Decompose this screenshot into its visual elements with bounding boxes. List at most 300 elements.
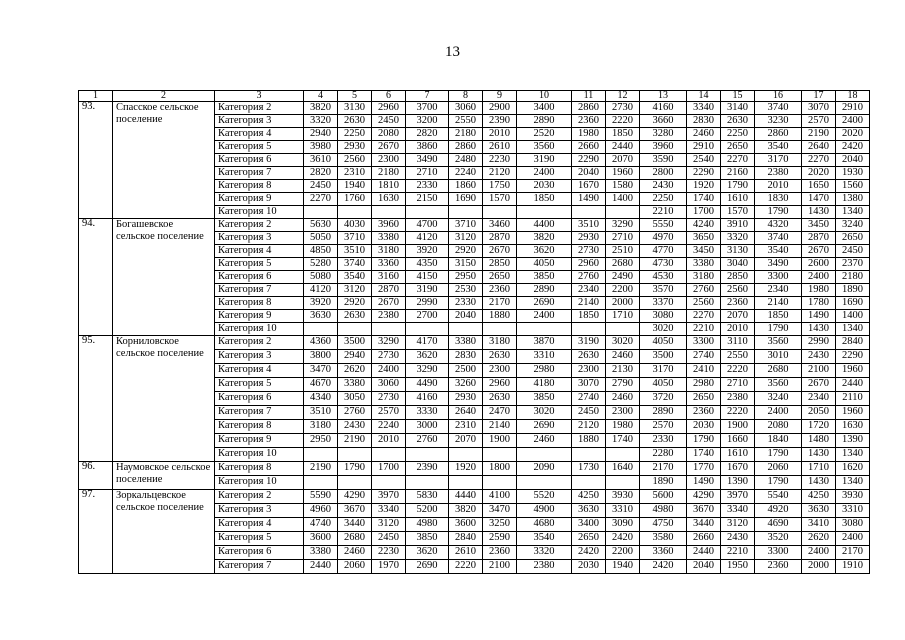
value-cell: 3500 [338, 336, 372, 350]
value-cell: 2300 [606, 406, 640, 420]
value-cell: 1720 [802, 420, 836, 434]
value-cell: 2210 [687, 323, 721, 336]
settlement-name: Зоркальцевское сельское поселение [113, 490, 215, 574]
value-cell: 4740 [304, 518, 338, 532]
value-cell: 5630 [304, 219, 338, 232]
value-cell: 3310 [836, 504, 870, 518]
value-cell [304, 448, 338, 462]
category-label: Категория 9 [215, 434, 304, 448]
value-cell: 2310 [338, 167, 372, 180]
value-cell: 4250 [802, 490, 836, 504]
value-cell [338, 476, 372, 490]
value-cell: 3630 [304, 310, 338, 323]
category-label: Категория 3 [215, 115, 304, 128]
value-cell: 1700 [372, 462, 406, 476]
column-number: 12 [606, 91, 640, 102]
value-cell: 2430 [802, 350, 836, 364]
value-cell: 2850 [721, 271, 755, 284]
value-cell: 3070 [572, 378, 606, 392]
value-cell: 2990 [802, 336, 836, 350]
value-cell: 3250 [483, 518, 517, 532]
value-cell: 4970 [640, 232, 687, 245]
value-cell: 2920 [338, 297, 372, 310]
value-cell: 2990 [406, 297, 449, 310]
value-cell: 3290 [372, 336, 406, 350]
category-label: Категория 6 [215, 546, 304, 560]
value-cell: 2890 [517, 284, 572, 297]
value-cell: 2240 [449, 167, 483, 180]
value-cell: 2020 [802, 167, 836, 180]
value-cell: 2030 [572, 560, 606, 574]
category-label: Категория 5 [215, 258, 304, 271]
value-cell: 2710 [721, 378, 755, 392]
value-cell: 2000 [802, 560, 836, 574]
value-cell: 3060 [449, 102, 483, 115]
column-number: 4 [304, 91, 338, 102]
value-cell: 3670 [687, 504, 721, 518]
value-cell: 3380 [338, 378, 372, 392]
value-cell: 2520 [517, 128, 572, 141]
settlement-number: 94. [79, 219, 113, 336]
value-cell: 2820 [304, 167, 338, 180]
value-cell [517, 476, 572, 490]
category-label: Категория 10 [215, 476, 304, 490]
value-cell: 2600 [802, 258, 836, 271]
value-cell: 2640 [802, 141, 836, 154]
value-cell: 3660 [640, 115, 687, 128]
value-cell: 2220 [449, 560, 483, 574]
value-cell: 3300 [755, 271, 802, 284]
value-cell: 2000 [606, 297, 640, 310]
value-cell: 1430 [802, 476, 836, 490]
value-cell: 2160 [721, 167, 755, 180]
category-label: Категория 4 [215, 518, 304, 532]
category-label: Категория 10 [215, 206, 304, 219]
column-number: 2 [113, 91, 215, 102]
value-cell: 2840 [836, 336, 870, 350]
settlement-number: 93. [79, 102, 113, 219]
value-cell: 2400 [836, 532, 870, 546]
value-cell: 3870 [517, 336, 572, 350]
value-cell: 2180 [836, 271, 870, 284]
value-cell: 2060 [338, 560, 372, 574]
value-cell [606, 476, 640, 490]
value-cell: 3960 [372, 219, 406, 232]
value-cell [483, 476, 517, 490]
value-cell: 3180 [687, 271, 721, 284]
page-number: 13 [445, 44, 460, 60]
column-number: 7 [406, 91, 449, 102]
value-cell: 4980 [640, 504, 687, 518]
value-cell: 2730 [606, 102, 640, 115]
value-cell: 2650 [483, 271, 517, 284]
value-cell: 2400 [517, 167, 572, 180]
settlement-name: Наумовское сельское поселение [113, 462, 215, 490]
value-cell: 3300 [687, 336, 721, 350]
value-cell [406, 448, 449, 462]
value-cell: 2400 [755, 406, 802, 420]
value-cell: 2400 [802, 271, 836, 284]
value-cell: 2440 [687, 546, 721, 560]
settlement-name: Богашевское сельское поселение [113, 219, 215, 336]
value-cell [572, 323, 606, 336]
value-cell: 3620 [517, 245, 572, 258]
value-cell: 5830 [406, 490, 449, 504]
value-cell: 2660 [687, 532, 721, 546]
value-cell: 1580 [606, 180, 640, 193]
value-cell: 2550 [449, 115, 483, 128]
category-label: Категория 4 [215, 128, 304, 141]
value-cell: 1610 [721, 448, 755, 462]
value-cell: 2250 [640, 193, 687, 206]
value-cell: 2420 [572, 546, 606, 560]
value-cell: 2100 [483, 560, 517, 574]
value-cell: 2870 [802, 232, 836, 245]
value-cell: 2490 [606, 271, 640, 284]
value-cell: 1970 [372, 560, 406, 574]
value-cell: 2440 [606, 141, 640, 154]
category-label: Категория 7 [215, 284, 304, 297]
value-cell [372, 323, 406, 336]
value-cell: 2360 [687, 406, 721, 420]
value-cell: 2870 [372, 284, 406, 297]
value-cell: 1400 [606, 193, 640, 206]
value-cell: 2650 [721, 141, 755, 154]
value-cell: 2630 [338, 115, 372, 128]
value-cell: 2270 [304, 193, 338, 206]
value-cell: 1960 [606, 167, 640, 180]
value-cell: 2640 [449, 406, 483, 420]
value-cell: 2220 [721, 364, 755, 378]
value-cell: 2120 [483, 167, 517, 180]
value-cell: 2130 [606, 364, 640, 378]
column-number: 11 [572, 91, 606, 102]
category-label: Категория 2 [215, 219, 304, 232]
value-cell: 3460 [483, 219, 517, 232]
value-cell: 2250 [338, 128, 372, 141]
value-cell: 2230 [372, 546, 406, 560]
value-cell: 4750 [640, 518, 687, 532]
value-cell: 3120 [721, 518, 755, 532]
value-cell: 3490 [406, 154, 449, 167]
value-cell: 2670 [802, 378, 836, 392]
value-cell: 1380 [836, 193, 870, 206]
value-cell: 2890 [640, 406, 687, 420]
value-cell: 2920 [449, 245, 483, 258]
value-cell: 1430 [802, 206, 836, 219]
value-cell: 3820 [304, 102, 338, 115]
value-cell: 4340 [304, 392, 338, 406]
value-cell: 3560 [755, 378, 802, 392]
value-cell: 3070 [802, 102, 836, 115]
value-cell: 3500 [640, 350, 687, 364]
value-cell: 3140 [721, 102, 755, 115]
value-cell: 2240 [372, 420, 406, 434]
value-cell [449, 323, 483, 336]
value-cell: 3970 [372, 490, 406, 504]
category-label: Категория 7 [215, 406, 304, 420]
value-cell: 1850 [572, 310, 606, 323]
value-cell: 2540 [687, 154, 721, 167]
value-cell [517, 448, 572, 462]
value-cell: 4960 [304, 504, 338, 518]
value-cell: 3240 [755, 392, 802, 406]
category-label: Категория 9 [215, 193, 304, 206]
value-cell [517, 206, 572, 219]
value-cell: 2460 [517, 434, 572, 448]
category-label: Категория 4 [215, 245, 304, 258]
value-cell: 2380 [721, 392, 755, 406]
value-cell: 1700 [687, 206, 721, 219]
value-cell: 2670 [372, 141, 406, 154]
category-label: Категория 2 [215, 336, 304, 350]
value-cell: 2090 [517, 462, 572, 476]
value-cell: 3700 [406, 102, 449, 115]
value-cell: 3190 [572, 336, 606, 350]
value-cell: 1920 [449, 462, 483, 476]
column-number: 14 [687, 91, 721, 102]
value-cell: 1610 [721, 193, 755, 206]
value-cell: 2220 [721, 406, 755, 420]
value-cell: 2010 [755, 180, 802, 193]
value-cell: 1690 [836, 297, 870, 310]
value-cell: 1660 [721, 434, 755, 448]
value-cell: 1790 [687, 434, 721, 448]
value-cell: 1790 [721, 180, 755, 193]
column-number: 5 [338, 91, 372, 102]
value-cell: 3630 [802, 504, 836, 518]
value-cell: 3440 [687, 518, 721, 532]
value-cell: 2450 [572, 406, 606, 420]
value-cell: 4730 [640, 258, 687, 271]
value-cell: 1710 [606, 310, 640, 323]
value-cell: 3190 [406, 284, 449, 297]
value-cell: 2570 [640, 420, 687, 434]
value-cell: 5080 [304, 271, 338, 284]
value-cell: 2550 [721, 350, 755, 364]
value-cell: 2820 [406, 128, 449, 141]
value-cell: 2390 [406, 462, 449, 476]
value-cell [406, 206, 449, 219]
value-cell: 2210 [721, 546, 755, 560]
value-cell: 3380 [449, 336, 483, 350]
category-label: Категория 3 [215, 504, 304, 518]
value-cell: 2070 [606, 154, 640, 167]
value-cell: 2960 [372, 102, 406, 115]
value-cell: 2890 [517, 115, 572, 128]
value-cell: 4320 [755, 219, 802, 232]
value-cell: 1640 [606, 462, 640, 476]
value-cell: 1340 [836, 206, 870, 219]
value-cell: 3120 [338, 284, 372, 297]
value-cell: 1790 [755, 206, 802, 219]
value-cell: 2030 [687, 420, 721, 434]
value-cell: 3280 [640, 128, 687, 141]
column-number: 13 [640, 91, 687, 102]
column-number: 16 [755, 91, 802, 102]
value-cell: 4160 [406, 392, 449, 406]
value-cell: 3630 [572, 504, 606, 518]
category-label: Категория 6 [215, 271, 304, 284]
value-cell: 4100 [483, 490, 517, 504]
value-cell: 5550 [640, 219, 687, 232]
category-label: Категория 10 [215, 323, 304, 336]
value-cell: 2050 [802, 406, 836, 420]
value-cell: 2670 [483, 245, 517, 258]
value-cell: 1740 [606, 434, 640, 448]
value-cell: 3230 [755, 115, 802, 128]
value-cell: 2180 [372, 167, 406, 180]
value-cell: 2610 [483, 141, 517, 154]
value-cell: 2980 [517, 364, 572, 378]
value-cell: 2740 [572, 392, 606, 406]
value-cell: 5590 [304, 490, 338, 504]
value-cell: 2360 [721, 297, 755, 310]
value-cell: 3340 [372, 504, 406, 518]
value-cell: 2330 [406, 180, 449, 193]
value-cell: 2930 [338, 141, 372, 154]
value-cell: 3510 [572, 219, 606, 232]
value-cell [483, 448, 517, 462]
value-cell: 3150 [449, 258, 483, 271]
value-cell [606, 206, 640, 219]
value-cell [483, 206, 517, 219]
value-cell: 1690 [449, 193, 483, 206]
value-cell [606, 323, 640, 336]
value-cell: 3710 [338, 232, 372, 245]
value-cell: 2170 [483, 297, 517, 310]
value-cell [572, 448, 606, 462]
value-cell: 1670 [721, 462, 755, 476]
value-cell: 3850 [406, 532, 449, 546]
value-cell: 3320 [517, 546, 572, 560]
value-cell: 2790 [606, 378, 640, 392]
value-cell: 4690 [755, 518, 802, 532]
value-cell: 1890 [640, 476, 687, 490]
category-label: Категория 3 [215, 350, 304, 364]
value-cell: 2340 [572, 284, 606, 297]
value-cell: 3520 [755, 532, 802, 546]
category-label: Категория 8 [215, 297, 304, 310]
value-cell: 3330 [406, 406, 449, 420]
value-cell [449, 448, 483, 462]
table-row [79, 336, 870, 350]
value-cell: 2530 [449, 284, 483, 297]
value-cell: 3540 [755, 141, 802, 154]
value-cell: 3290 [606, 219, 640, 232]
value-cell: 2630 [483, 350, 517, 364]
settlement-number: 96. [79, 462, 113, 490]
value-cell: 1740 [687, 193, 721, 206]
value-cell: 2270 [802, 154, 836, 167]
value-cell: 5540 [755, 490, 802, 504]
value-cell: 2140 [755, 297, 802, 310]
value-cell: 1790 [755, 323, 802, 336]
value-cell: 2190 [802, 128, 836, 141]
value-cell [304, 476, 338, 490]
value-cell: 2250 [721, 128, 755, 141]
category-label: Категория 6 [215, 154, 304, 167]
value-cell: 1790 [755, 476, 802, 490]
value-cell: 2760 [338, 406, 372, 420]
value-cell: 2560 [687, 297, 721, 310]
value-cell: 3310 [606, 504, 640, 518]
value-cell: 2830 [449, 350, 483, 364]
value-cell: 4240 [687, 219, 721, 232]
value-cell: 2450 [372, 115, 406, 128]
value-cell: 2560 [721, 284, 755, 297]
value-cell: 3240 [836, 219, 870, 232]
category-label: Категория 4 [215, 364, 304, 378]
value-cell: 3090 [606, 518, 640, 532]
value-cell: 1340 [836, 476, 870, 490]
value-cell: 1340 [836, 448, 870, 462]
value-cell: 3610 [304, 154, 338, 167]
tariff-table [78, 90, 870, 574]
value-cell: 3340 [721, 504, 755, 518]
value-cell: 3010 [755, 350, 802, 364]
column-number: 6 [372, 91, 406, 102]
value-cell: 1570 [483, 193, 517, 206]
value-cell: 1400 [836, 310, 870, 323]
category-label: Категория 8 [215, 420, 304, 434]
category-label: Категория 10 [215, 448, 304, 462]
value-cell: 2980 [687, 378, 721, 392]
value-cell: 4900 [517, 504, 572, 518]
table-row [79, 102, 870, 115]
value-cell: 1790 [338, 462, 372, 476]
table-row [79, 219, 870, 232]
value-cell: 2400 [802, 546, 836, 560]
value-cell: 1630 [372, 193, 406, 206]
value-cell: 1860 [449, 180, 483, 193]
value-cell: 3060 [372, 378, 406, 392]
value-cell: 3540 [517, 532, 572, 546]
value-cell: 2360 [572, 115, 606, 128]
value-cell [304, 323, 338, 336]
value-cell: 2360 [755, 560, 802, 574]
value-cell: 4770 [640, 245, 687, 258]
value-cell: 2010 [721, 323, 755, 336]
value-cell: 2400 [517, 310, 572, 323]
value-cell: 1670 [572, 180, 606, 193]
value-cell: 3180 [304, 420, 338, 434]
value-cell: 2670 [802, 245, 836, 258]
value-cell: 3440 [338, 518, 372, 532]
value-cell: 3920 [304, 297, 338, 310]
value-cell: 2400 [836, 115, 870, 128]
value-cell: 1390 [721, 476, 755, 490]
value-cell: 2760 [572, 271, 606, 284]
value-cell: 2290 [687, 167, 721, 180]
value-cell: 1710 [802, 462, 836, 476]
value-cell: 2610 [449, 546, 483, 560]
value-cell: 2380 [372, 310, 406, 323]
value-cell: 2190 [304, 462, 338, 476]
value-cell: 3400 [517, 102, 572, 115]
category-label: Категория 5 [215, 378, 304, 392]
column-number: 8 [449, 91, 483, 102]
value-cell: 2760 [406, 434, 449, 448]
value-cell: 2410 [687, 364, 721, 378]
settlement-number: 95. [79, 336, 113, 462]
value-cell: 1770 [687, 462, 721, 476]
value-cell: 4170 [406, 336, 449, 350]
value-cell [372, 448, 406, 462]
value-cell: 2210 [640, 206, 687, 219]
value-cell: 2360 [483, 546, 517, 560]
value-cell: 3510 [304, 406, 338, 420]
